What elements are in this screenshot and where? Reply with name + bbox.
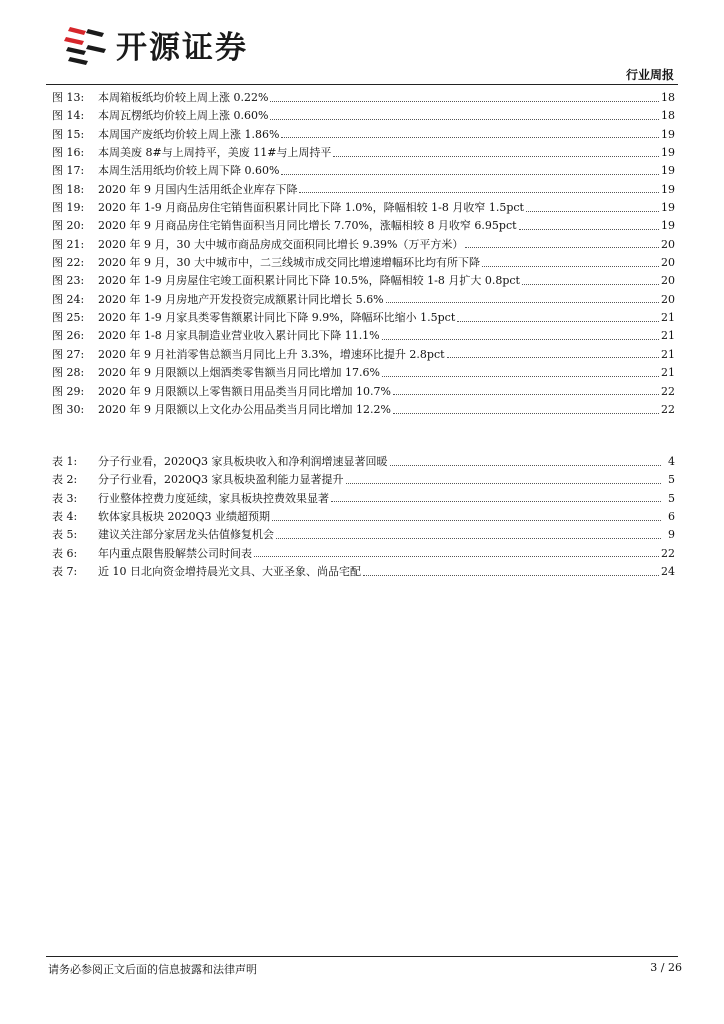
figure-toc-entry-title[interactable]: 2020 年 1-9 月商品房住宅销售面积累计同比下降 1.0%，降幅相较 1-8 月收窄 1.5pct — [98, 201, 524, 215]
dot-leader — [270, 119, 659, 120]
dot-leader — [281, 174, 659, 175]
table-toc-entry-page-number[interactable]: 9 — [668, 528, 675, 542]
table-toc-entry-page-number[interactable]: 22 — [661, 546, 675, 560]
figure-toc-entry[interactable] — [52, 364, 675, 382]
figure-toc-entry-label: 图 13: — [52, 91, 85, 104]
figure-toc-entry[interactable] — [52, 199, 675, 217]
table-toc-entry-label: 表 7: — [52, 565, 78, 579]
table-toc-entry-title[interactable]: 建议关注部分家居龙头估值修复机会 — [98, 528, 274, 542]
dot-leader — [346, 483, 661, 484]
footer-divider — [46, 956, 678, 957]
dot-leader — [393, 394, 659, 395]
table-toc-entry-title[interactable]: 分子行业看，2020Q3 家具板块收入和净利润增速显著回暖 — [98, 455, 388, 468]
table-toc-entry-label: 表 5: — [52, 528, 78, 542]
page-header — [0, 0, 724, 90]
figure-toc-entry[interactable] — [52, 107, 675, 125]
figure-toc-entry-label: 图 16: — [52, 146, 85, 160]
table-toc-entry-page-number[interactable]: 4 — [668, 455, 675, 468]
figure-toc-entry-label: 图 14: — [52, 109, 85, 123]
figure-toc-entry-page-number[interactable]: 19 — [661, 182, 675, 196]
figure-toc-entry[interactable] — [52, 162, 675, 180]
table-toc-entry-page-number[interactable]: 24 — [661, 565, 675, 579]
table-toc-entry[interactable] — [52, 490, 675, 508]
dot-leader — [386, 302, 659, 303]
footer-disclaimer: 请务必参阅正文后面的信息披露和法律声明 — [48, 963, 257, 976]
figure-toc-entry-page-number[interactable]: 22 — [661, 402, 675, 416]
figure-toc-entry-label: 图 21: — [52, 237, 85, 251]
figure-toc-entry[interactable] — [52, 291, 675, 309]
dot-leader — [331, 501, 661, 502]
figure-toc-entry-title[interactable]: 2020 年 9 月商品房住宅销售面积当月同比增长 7.70%，涨幅相较 8 月收窄 6.95pct — [98, 219, 517, 233]
figure-toc-entry[interactable] — [52, 309, 675, 327]
figure-toc-entry-page-number[interactable]: 18 — [661, 109, 675, 123]
dot-leader — [482, 266, 659, 267]
dot-leader — [522, 284, 659, 285]
figure-toc-entry[interactable] — [52, 383, 675, 401]
table-toc-entry-title[interactable]: 分子行业看，2020Q3 家具板块盈利能力显著提升 — [98, 473, 344, 487]
table-toc-entry-page-number[interactable]: 5 — [668, 491, 675, 505]
dot-leader — [519, 229, 659, 230]
logo-mark-icon — [64, 25, 108, 65]
table-toc-entry-label: 表 1: — [52, 455, 78, 468]
page-number: 3 / 26 — [650, 961, 682, 974]
table-toc-entry[interactable] — [52, 508, 675, 526]
figure-toc-entry-title[interactable]: 2020 年 9 月社消零售总额当月同比上升 3.3%，增速环比提升 2.8pct — [98, 347, 445, 361]
figure-toc-entry-label: 图 25: — [52, 311, 85, 325]
figure-toc-entry[interactable] — [52, 272, 675, 290]
figure-toc-entry-page-number[interactable]: 19 — [661, 201, 675, 215]
figure-toc-entry-label: 图 28: — [52, 366, 85, 380]
table-toc-entry[interactable] — [52, 453, 675, 471]
figure-toc-entry-title[interactable]: 2020 年 9 月，30 大中城市商品房成交面积同比增长 9.39%（万平方米） — [98, 237, 464, 251]
figure-toc-entry-label: 图 17: — [52, 164, 85, 178]
figure-toc-entry-label: 图 23: — [52, 274, 85, 288]
figure-toc-entry[interactable] — [52, 236, 675, 254]
figure-toc-entry-label: 图 22: — [52, 256, 85, 270]
figure-toc-entry-title[interactable]: 本周生活用纸均价较上周下降 0.60% — [98, 164, 280, 178]
figure-toc-entry[interactable] — [52, 89, 675, 107]
figure-toc-entry[interactable] — [52, 327, 675, 345]
table-toc-entry[interactable] — [52, 471, 675, 489]
figure-toc-entry-label: 图 20: — [52, 219, 85, 233]
figure-toc-entry-label: 图 29: — [52, 384, 85, 398]
figure-toc-entry-label: 图 26: — [52, 329, 85, 343]
table-toc-entry-label: 表 6: — [52, 546, 78, 560]
dot-leader — [390, 465, 661, 466]
figure-toc-entry-title[interactable]: 本周箱板纸均价较上周上涨 0.22% — [98, 91, 269, 104]
figure-list — [52, 89, 675, 419]
table-list — [52, 453, 675, 581]
figure-toc-entry-title[interactable]: 2020 年 9 月，30 大中城市中，二三线城市成交同比增速增幅环比均有所下降 — [98, 256, 480, 270]
figure-toc-entry[interactable] — [52, 144, 675, 162]
table-toc-entry-title[interactable]: 近 10 日北向资金增持晨光文具、大亚圣象、尚品宅配 — [98, 565, 361, 579]
figure-toc-entry-page-number[interactable]: 20 — [661, 274, 675, 288]
figure-toc-entry-page-number[interactable]: 19 — [661, 127, 675, 141]
figure-toc-entry[interactable] — [52, 254, 675, 272]
figure-toc-entry-page-number[interactable]: 21 — [661, 311, 675, 325]
figure-toc-entry-title[interactable]: 本周美废 8#与上周持平，美废 11#与上周持平 — [98, 146, 332, 160]
table-toc-entry-page-number[interactable]: 6 — [668, 510, 675, 524]
figure-toc-entry-page-number[interactable]: 21 — [661, 347, 675, 361]
figure-toc-entry[interactable] — [52, 217, 675, 235]
dot-leader — [457, 321, 659, 322]
table-toc-entry-title[interactable]: 年内重点限售股解禁公司时间表 — [98, 546, 252, 560]
table-toc-entry-label: 表 4: — [52, 510, 78, 524]
dot-leader — [526, 211, 659, 212]
figure-toc-entry-label: 图 24: — [52, 292, 85, 306]
dot-leader — [333, 156, 659, 157]
table-toc-entry-page-number[interactable]: 5 — [668, 473, 675, 487]
dot-leader — [393, 413, 659, 414]
dot-leader — [447, 357, 659, 358]
dot-leader — [254, 556, 659, 557]
table-toc-entry[interactable] — [52, 563, 675, 581]
figure-toc-entry-label: 图 27: — [52, 347, 85, 361]
header-divider — [46, 84, 678, 85]
figure-toc-entry-page-number[interactable]: 21 — [661, 329, 675, 343]
figure-toc-entry-title[interactable]: 本周国产废纸均价较上周上涨 1.86% — [98, 127, 280, 141]
figure-toc-entry-page-number[interactable]: 18 — [661, 91, 675, 104]
figure-toc-entry-title[interactable]: 2020 年 1-9 月房地产开发投资完成额累计同比增长 5.6% — [98, 292, 384, 306]
figure-toc-entry-title[interactable]: 2020 年 1-9 月家具类零售额累计同比下降 9.9%，降幅环比缩小 1.5pct — [98, 311, 456, 325]
figure-toc-entry[interactable] — [52, 126, 675, 144]
dot-leader — [363, 575, 659, 576]
dot-leader — [276, 538, 661, 539]
table-toc-entry-title[interactable]: 软体家具板块 2020Q3 业绩超预期 — [98, 510, 271, 524]
figure-toc-entry-label: 图 15: — [52, 127, 85, 141]
dot-leader — [299, 192, 659, 193]
figure-toc-entry[interactable] — [52, 401, 675, 419]
figure-toc-entry-title[interactable]: 2020 年 1-9 月房屋住宅竣工面积累计同比下降 10.5%，降幅相较 1-8 月扩大 0.8pct — [98, 274, 520, 288]
figure-toc-entry-label: 图 18: — [52, 182, 85, 196]
table-toc-entry-label: 表 2: — [52, 473, 78, 487]
figure-toc-entry-page-number[interactable]: 22 — [661, 384, 675, 398]
dot-leader — [382, 339, 659, 340]
figure-toc-entry-page-number[interactable]: 19 — [661, 146, 675, 160]
figure-toc-entry-title[interactable]: 本周瓦楞纸均价较上周上涨 0.60% — [98, 109, 269, 123]
figure-toc-entry-title[interactable]: 2020 年 9 月国内生活用纸企业库存下降 — [98, 182, 298, 196]
figure-toc-entry-page-number[interactable]: 20 — [661, 256, 675, 270]
figure-toc-entry-label: 图 19: — [52, 201, 85, 215]
figure-toc-entry-title[interactable]: 2020 年 9 月限额以上烟酒类零售额当月同比增加 17.6% — [98, 366, 380, 380]
table-toc-entry-label: 表 3: — [52, 491, 78, 505]
figure-toc-entry[interactable] — [52, 181, 675, 199]
figure-toc-entry-page-number[interactable]: 20 — [661, 292, 675, 306]
figure-toc-entry[interactable] — [52, 346, 675, 364]
dot-leader — [272, 520, 661, 521]
figure-toc-entry-title[interactable]: 2020 年 1-8 月家具制造业营业收入累计同比下降 11.1% — [98, 329, 380, 343]
figure-toc-entry-page-number[interactable]: 19 — [661, 219, 675, 233]
dot-leader — [382, 376, 659, 377]
table-toc-entry-title[interactable]: 行业整体控费力度延续，家具板块控费效果显著 — [98, 491, 329, 505]
figure-toc-entry-title[interactable]: 2020 年 9 月限额以上零售额日用品类当月同比增加 10.7% — [98, 384, 391, 398]
dot-leader — [281, 137, 659, 138]
company-logo — [64, 22, 248, 67]
table-toc-entry[interactable] — [52, 526, 675, 544]
figure-toc-entry-page-number[interactable]: 21 — [661, 366, 675, 380]
dot-leader — [465, 247, 659, 248]
figure-toc-entry-label: 图 30: — [52, 402, 85, 416]
figure-toc-entry-title[interactable]: 2020 年 9 月限额以上文化办公用品类当月同比增加 12.2% — [98, 402, 391, 416]
figure-toc-entry-page-number[interactable]: 19 — [661, 164, 675, 178]
table-toc-entry[interactable] — [52, 545, 675, 563]
report-type-label: 行业周报 — [625, 68, 674, 82]
figure-toc-entry-page-number[interactable]: 20 — [661, 237, 675, 251]
dot-leader — [270, 101, 659, 102]
logo-text: 开源证券 — [116, 30, 248, 66]
